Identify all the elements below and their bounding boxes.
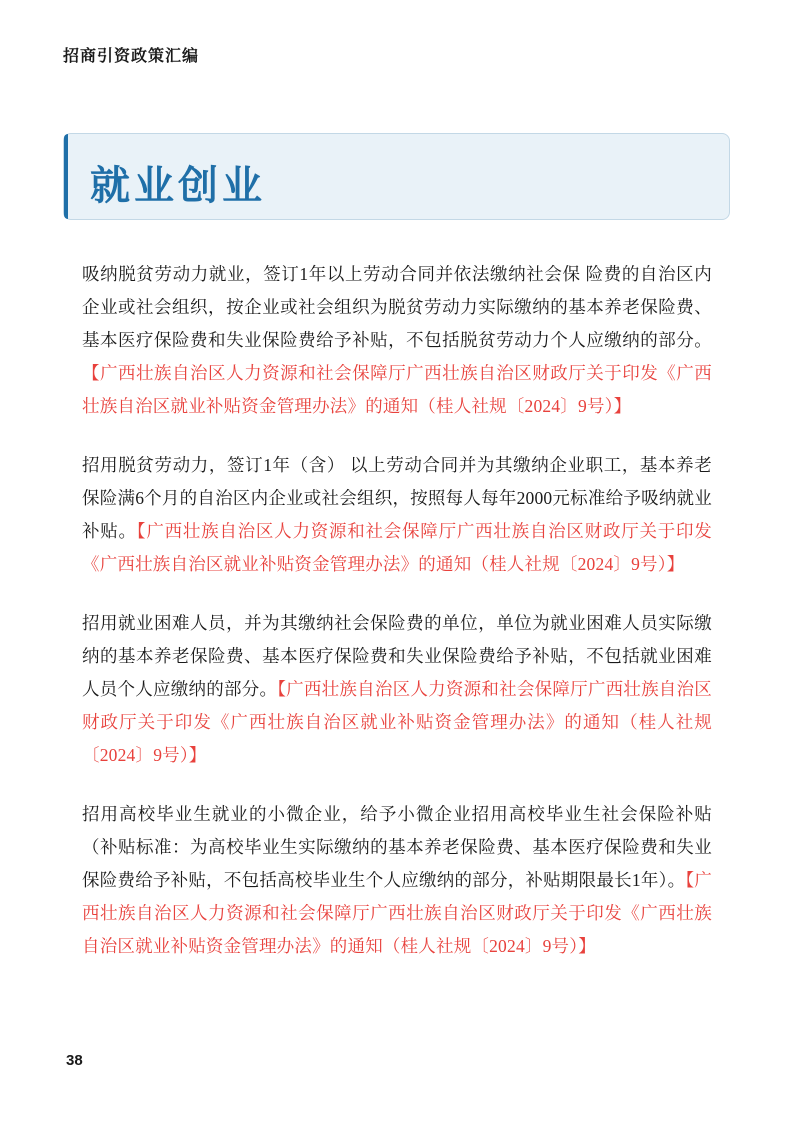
paragraph-citation: 【广西壮族自治区人力资源和社会保障厅广西壮族自治区财政厅关于印发《广西壮族自治区就业补贴资金管理办法》的通知（桂人社规〔2024〕9号）】: [82, 870, 712, 956]
body-content: [82, 258, 712, 963]
paragraph-text: 招用高校毕业生就业的小微企业，给予小微企业招用高校毕业生社会保险补贴（补贴标准：为高校毕业生实际缴纳的基本养老保险费、基本医疗保险费和失业保险费给予补贴，不包括高校毕业生个人应缴纳的部分，补贴期限最长1年）。: [82, 804, 712, 890]
running-head: 招商引资政策汇编: [63, 48, 200, 65]
paragraph-text: 招用脱贫劳动力，签订1年（含） 以上劳动合同并为其缴纳企业职工，基本养老保险满6个月的自治区内企业或社会组织，按照每人每年2000元标准给予吸纳就业补贴。: [82, 455, 712, 541]
section-title: 就业创业: [90, 164, 266, 208]
page-number: 38: [66, 1052, 83, 1069]
title-accent-bar: [64, 134, 68, 219]
paragraph: [82, 258, 712, 423]
paragraph-citation: 【广西壮族自治区人力资源和社会保障厅广西壮族自治区财政厅关于印发《广西壮族自治区就业补贴资金管理办法》的通知（桂人社规〔2024〕9号）】: [82, 679, 712, 765]
paragraph-citation: 【广西壮族自治区人力资源和社会保障厅广西壮族自治区财政厅关于印发《广西壮族自治区就业补贴资金管理办法》的通知（桂人社规〔2024〕9号）】: [82, 521, 712, 574]
paragraph-citation: 【广西壮族自治区人力资源和社会保障厅广西壮族自治区财政厅关于印发《广西壮族自治区就业补贴资金管理办法》的通知（桂人社规〔2024〕9号）】: [82, 363, 712, 416]
paragraph: [82, 607, 712, 772]
paragraph: [82, 798, 712, 963]
paragraph-text: 招用就业困难人员，并为其缴纳社会保险费的单位，单位为就业困难人员实际缴纳的基本养老保险费、基本医疗保险费和失业保险费给予补贴，不包括就业困难人员个人应缴纳的部分。: [82, 613, 712, 699]
section-title-band: [63, 133, 730, 220]
paragraph: [82, 449, 712, 581]
paragraph-text: 吸纳脱贫劳动力就业，签订1年以上劳动合同并依法缴纳社会保 险费的自治区内企业或社会组织，按企业或社会组织为脱贫劳动力实际缴纳的基本养老保险费、基本医疗保险费和失业保险费给予补贴，不包括脱贫劳动力个人应缴纳的部分。: [82, 264, 712, 350]
